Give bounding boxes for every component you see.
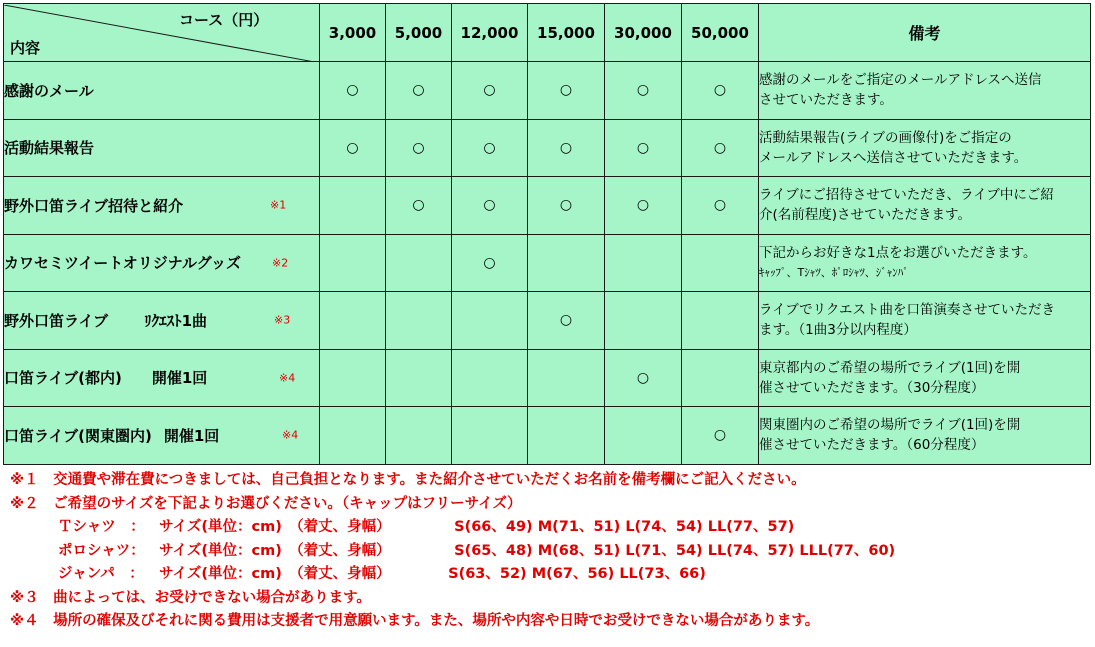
size-unit: サイズ(単位：cm) （着丈、身幅） [159, 542, 391, 559]
diagonal-line [4, 5, 320, 63]
note-line: ライブにご招待させていただき、ライブ中にご紹 [759, 187, 1054, 204]
diagonal-header-cell [4, 4, 320, 62]
row-label-cell [4, 292, 320, 350]
circle-mark: ○ [559, 82, 573, 99]
circle-mark: ○ [636, 197, 650, 214]
row-label: 野外口笛ライブ招待と紹介 [4, 196, 184, 215]
course-label: コース（円） [179, 10, 269, 29]
course-mark-cell [682, 177, 759, 235]
circle-mark: ○ [346, 139, 359, 156]
course-mark-cell [386, 119, 452, 177]
circle-mark: ○ [412, 139, 425, 156]
course-mark-cell [682, 119, 759, 177]
note-line: ライブでリクエスト曲を口笛演奏させていただき [759, 302, 1056, 319]
course-mark-cell [320, 407, 386, 465]
size-tshirt [10, 516, 895, 540]
course-mark-cell [452, 177, 528, 235]
circle-mark: ○ [636, 369, 650, 386]
circle-mark: ○ [713, 82, 727, 99]
footnote-ref: ※3 [274, 313, 291, 327]
note-cell [759, 119, 1091, 177]
course-header-15000: 15,000 [528, 4, 605, 62]
course-mark-cell [605, 292, 682, 350]
course-header-50000: 50,000 [682, 4, 759, 62]
course-mark-cell [528, 234, 605, 292]
row-label-sub: 開催1回 [151, 369, 208, 388]
note-cell [759, 234, 1091, 292]
course-mark-cell [320, 292, 386, 350]
circle-mark: ○ [412, 197, 425, 214]
course-table [3, 3, 1091, 465]
table-row [4, 349, 1091, 407]
course-mark-cell [528, 292, 605, 350]
course-mark-cell [605, 119, 682, 177]
size-item: ジャンパ ： [58, 566, 144, 582]
course-mark-cell [605, 234, 682, 292]
row-label: 活動結果報告 [4, 139, 95, 158]
note-cell [759, 407, 1091, 465]
course-mark-cell [605, 349, 682, 407]
header-row [4, 4, 1091, 62]
course-mark-cell [682, 292, 759, 350]
circle-mark: ○ [412, 82, 425, 99]
course-mark-cell [386, 62, 452, 120]
circle-mark: ○ [636, 139, 650, 156]
course-mark-cell [682, 407, 759, 465]
size-values: S(66、49) M(71、51) L(74、54) LL(77、57) [454, 519, 795, 535]
note-line: 東京都内のご希望の場所でライブ(1回)を開 [759, 359, 1021, 376]
footnote-3: ※３ 曲によっては、お受けできない場合があります。 [10, 589, 371, 606]
footnote-ref: ※2 [272, 256, 289, 270]
course-mark-cell [320, 62, 386, 120]
note-cell [759, 62, 1091, 120]
course-mark-cell [528, 119, 605, 177]
course-mark-cell [452, 407, 528, 465]
row-label-cell [4, 234, 320, 292]
note-cell [759, 349, 1091, 407]
note-cell [759, 292, 1091, 350]
course-mark-cell [605, 177, 682, 235]
course-mark-cell [320, 234, 386, 292]
note-line: 催させていただきます。（30分程度） [759, 379, 985, 396]
row-label-sub: 開催1回 [163, 426, 220, 445]
circle-mark: ○ [559, 197, 573, 214]
circle-mark: ○ [713, 139, 727, 156]
size-values: S(63、52) M(67、56) LL(73、66) [448, 566, 706, 582]
circle-mark: ○ [346, 82, 359, 99]
course-mark-cell [528, 407, 605, 465]
note-line: ｷｬｯﾌﾟ、Tｼｬﾂ、ﾎﾟﾛｼｬﾂ、ｼﾞｬﾝﾊﾟ [759, 265, 909, 279]
row-label-cell [4, 119, 320, 177]
course-mark-cell [682, 234, 759, 292]
footnote-1: ※１ 交通費や滞在費につきましては、自己負担となります。また紹介させていただくお名前を備考欄にご記入ください。 [10, 472, 806, 488]
circle-mark: ○ [483, 82, 496, 99]
table-row [4, 119, 1091, 177]
row-label-cell [4, 177, 320, 235]
circle-mark: ○ [483, 197, 496, 214]
table-row [4, 292, 1091, 350]
row-label: 口笛ライブ(関東圏内) [4, 426, 152, 445]
course-mark-cell [528, 349, 605, 407]
note-line: 下記からお好きな1点をお選びいただきます。 [759, 244, 1037, 261]
footnote-ref: ※1 [270, 198, 287, 212]
course-mark-cell [452, 62, 528, 120]
circle-mark: ○ [713, 197, 727, 214]
circle-mark: ○ [636, 82, 650, 99]
note-line: 介(名前程度)させていただきます。 [759, 207, 971, 224]
course-mark-cell [682, 349, 759, 407]
course-mark-cell [386, 234, 452, 292]
size-unit: サイズ(単位：cm) （着丈、身幅） [159, 519, 391, 535]
course-header-5000: 5,000 [386, 4, 452, 62]
footnote-2: ※２ ご希望のサイズを下記よりお選びください。（キャップはフリーサイズ） [10, 495, 522, 512]
size-unit: サイズ(単位：cm) （着丈、身幅） [159, 566, 391, 582]
note-line: 活動結果報告(ライブの画像付)をご指定の [759, 129, 1012, 146]
course-mark-cell [528, 177, 605, 235]
course-header-3000: 3,000 [320, 4, 386, 62]
note-line: メールアドレスへ送信させていただきます。 [759, 149, 1028, 166]
course-header-12000: 12,000 [452, 4, 528, 62]
note-line: 感謝のメールをご指定のメールアドレスへ送信 [759, 72, 1042, 89]
circle-mark: ○ [483, 139, 496, 156]
course-mark-cell [682, 62, 759, 120]
row-label-cell [4, 407, 320, 465]
note-line: 催させていただきます。（60分程度） [759, 437, 985, 454]
row-label: 野外口笛ライブ [4, 311, 109, 330]
table-row [4, 407, 1091, 465]
course-mark-cell [386, 177, 452, 235]
footnote-4: ※４ 場所の確保及びそれに関る費用は支援者で用意願います。また、場所や内容や日時でお受けできない場合があります。 [10, 613, 820, 629]
row-label-sub: ﾘｸｴｽﾄ1曲 [144, 311, 208, 330]
circle-mark: ○ [713, 427, 727, 444]
course-header-30000: 30,000 [605, 4, 682, 62]
row-label-cell [4, 62, 320, 120]
circle-mark: ○ [559, 312, 573, 329]
row-label: 感謝のメール [4, 81, 94, 100]
table-row [4, 62, 1091, 120]
course-mark-cell [452, 119, 528, 177]
circle-mark: ○ [559, 139, 573, 156]
size-polo [10, 540, 895, 564]
course-mark-cell [605, 407, 682, 465]
footnote-ref: ※4 [279, 371, 296, 385]
course-mark-cell [605, 62, 682, 120]
circle-mark: ○ [483, 254, 496, 271]
size-item: ポロシャツ： [58, 542, 145, 559]
note-line: 関東圏内のご希望の場所でライブ(1回)を開 [759, 417, 1021, 434]
content-label: 内容 [10, 38, 41, 57]
row-label: カワセミツイートオリジナルグッズ [4, 254, 242, 273]
course-mark-cell [386, 407, 452, 465]
course-mark-cell [386, 292, 452, 350]
note-header: 備考 [759, 4, 1091, 62]
footnotes [10, 469, 895, 634]
table-row [4, 177, 1091, 235]
table-row [4, 234, 1091, 292]
size-jumper [10, 563, 895, 587]
row-label-cell [4, 349, 320, 407]
course-mark-cell [452, 234, 528, 292]
note-cell [759, 177, 1091, 235]
course-mark-cell [320, 177, 386, 235]
size-values: S(65、48) M(68、51) L(71、54) LL(74、57) LLL(77、60) [454, 542, 896, 559]
note-line: ます。（1曲3分以内程度） [759, 322, 917, 339]
note-line: させていただきます。 [759, 92, 893, 109]
course-mark-cell [528, 62, 605, 120]
course-mark-cell [386, 349, 452, 407]
course-mark-cell [452, 292, 528, 350]
row-label: 口笛ライブ(都内) [4, 369, 122, 388]
course-mark-cell [320, 349, 386, 407]
course-mark-cell [320, 119, 386, 177]
size-item: Ｔシャツ ： [58, 519, 145, 535]
course-mark-cell [452, 349, 528, 407]
footnote-ref: ※4 [282, 428, 299, 442]
